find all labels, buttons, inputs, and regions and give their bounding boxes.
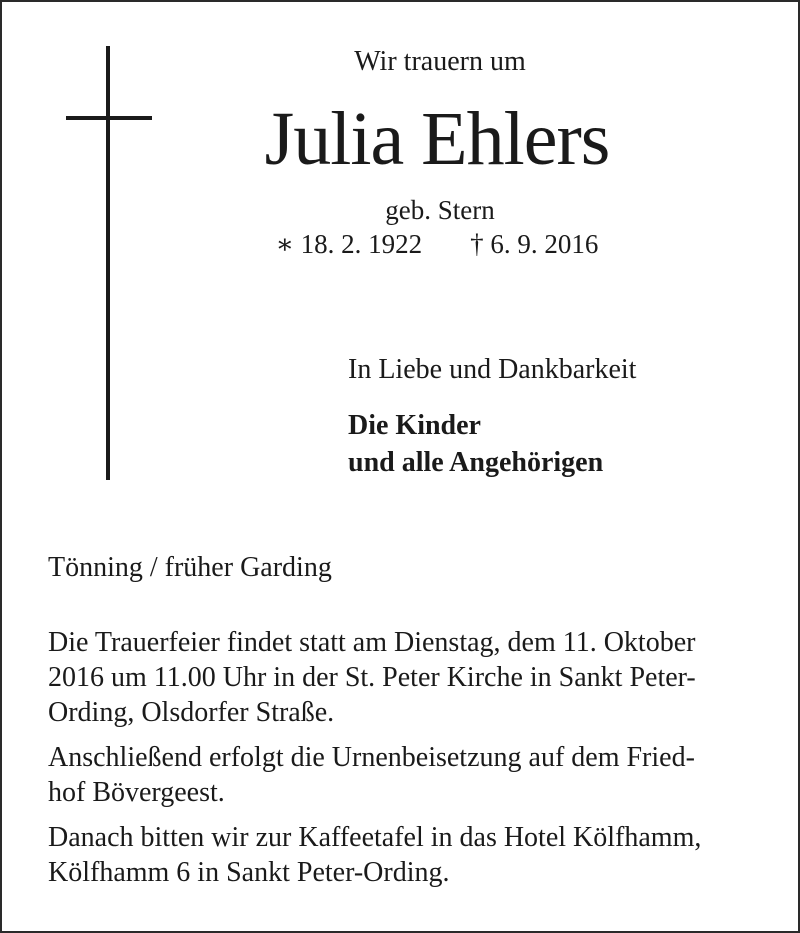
paragraph-reception — [48, 820, 768, 890]
life-dates — [182, 229, 692, 260]
death-date: † 6. 9. 2016 — [470, 229, 599, 259]
cross-icon-bar — [66, 116, 152, 120]
text-line: Danach bitten wir zur Kaffeetafel in das Hotel Kölfhamm, — [48, 822, 702, 853]
signer-line: Die Kinder — [348, 410, 481, 441]
text-line: Ording, Olsdorfer Straße. — [48, 697, 335, 728]
paragraph-burial — [48, 740, 768, 810]
text-line: hof Bövergeest. — [48, 777, 225, 808]
text-line: Kölfhamm 6 in Sankt Peter-Ording. — [48, 857, 450, 888]
paragraph-funeral — [48, 625, 768, 730]
text-line: 2016 um 11.00 Uhr in der St. Peter Kirche in Sankt Peter- — [48, 662, 696, 693]
signoff-text: In Liebe und Dankbarkeit — [348, 354, 637, 385]
birth-date: ∗ 18. 2. 1922 — [275, 229, 423, 259]
maiden-name: geb. Stern — [385, 195, 495, 225]
signers — [348, 407, 603, 481]
location-text: Tönning / früher Garding — [48, 552, 332, 583]
text-line: Anschließend erfolgt die Urnenbeisetzung auf dem Fried- — [48, 742, 695, 773]
deceased-name: Julia Ehlers — [264, 97, 610, 181]
ceremony-details — [48, 625, 768, 900]
cross-icon — [106, 46, 110, 480]
signer-line: und alle Angehörigen — [348, 447, 604, 478]
text-line: Die Trauerfeier findet statt am Dienstag, dem 11. Oktober — [48, 627, 696, 658]
intro-text: Wir trauern um — [354, 46, 526, 77]
